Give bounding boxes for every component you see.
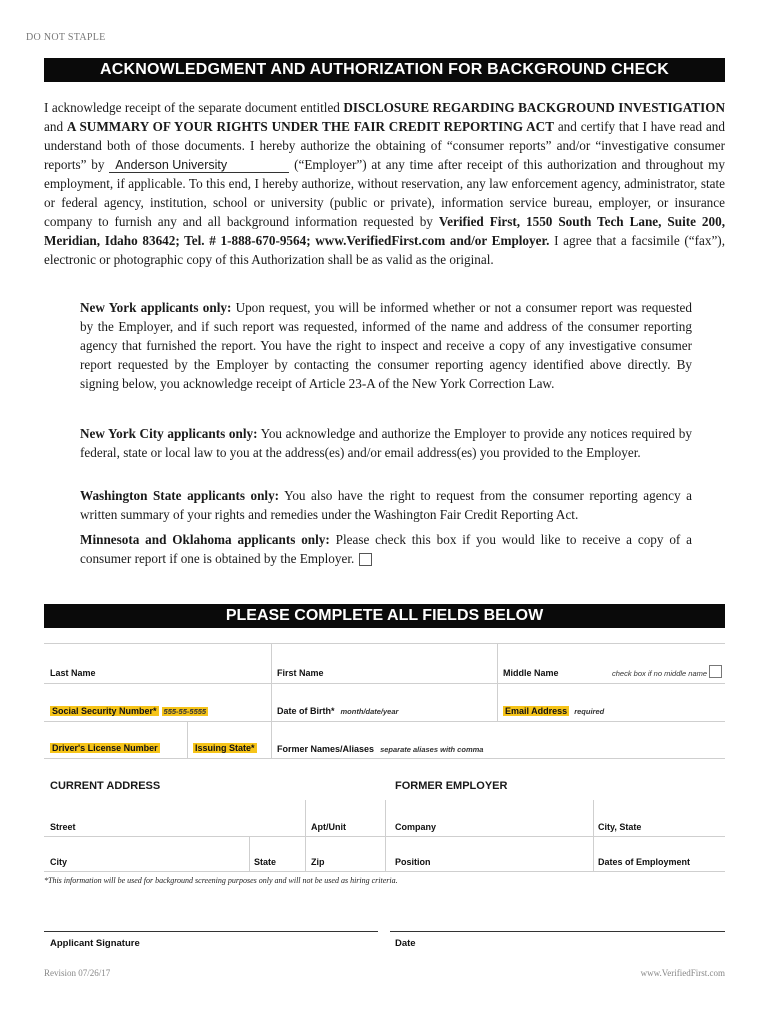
- no-middle-name-hint: check box if no middle name: [612, 669, 708, 678]
- form-divider: [305, 800, 306, 871]
- section-title-complete-fields: PLEASE COMPLETE ALL FIELDS BELOW: [44, 604, 725, 628]
- form-rule: [44, 871, 725, 872]
- intro-paragraph: I acknowledge receipt of the separate document entitled DISCLOSURE REGARDING BACKGROUND INVESTIGATION and A SUMMARY OF YOUR RIGHTS UNDER THE FAIR CREDIT REPORTING ACT and certify that I have read and understand both of those documents. I hereby authorize the obtaining of “consumer reports” and/or “investigative consumer reports” by Anderson University (“Employer”) at any time after receipt of this authorization and throughout my employment, if applicable. To this end, I hereby authorize, without reservation, any law enforcement agency, administrator, state or federal agency, institution, school or university (public or private), information service bureau, employer, or insurance company to furnish any and all background information requested by Verified First, 1550 South Tech Lane, Suite 200, Meridian, Idaho 83642; Tel. # 1-888-670-9564; www.VerifiedFirst.com and/or Employer. I agree that a facsimile (“fax”), electronic or photographic copy of this Authorization shall be as valid as the original.: [44, 100, 726, 267]
- disclaimer-text: *This information will be used for background screening purposes only and will not be used as hiring criteria.: [44, 876, 398, 885]
- dob-field[interactable]: Date of Birth* month/date/year: [277, 706, 399, 716]
- form-divider: [593, 800, 594, 871]
- employer-name-field[interactable]: Anderson University: [109, 158, 289, 173]
- form-rule: [44, 758, 725, 759]
- date-line: [390, 931, 725, 932]
- company-field[interactable]: Company: [395, 822, 437, 832]
- form-divider: [271, 643, 272, 758]
- first-name-field[interactable]: First Name: [277, 668, 324, 678]
- date-field[interactable]: Date: [395, 938, 416, 949]
- nyc-paragraph: New York City applicants only: You acknowledge and authorize the Employer to provide any notices required by federal, state or local law to you at the address(es) and/or email address(es) you provided to the Employer.: [80, 426, 692, 460]
- form-rule: [44, 643, 725, 644]
- position-field[interactable]: Position: [395, 857, 431, 867]
- mn-ok-paragraph: Minnesota and Oklahoma applicants only: Please check this box if you would like to receive a copy of a consumer report if one is obtained by the Employer.: [80, 532, 693, 566]
- middle-name-field[interactable]: Middle Name: [503, 668, 559, 678]
- street-field[interactable]: Street: [50, 822, 76, 832]
- city-field[interactable]: City: [50, 857, 68, 867]
- revision-text: Revision 07/26/17: [44, 968, 111, 978]
- current-address-heading: CURRENT ADDRESS: [50, 780, 161, 792]
- drivers-license-field[interactable]: Driver's License Number: [52, 743, 158, 753]
- applicant-signature-field[interactable]: Applicant Signature: [50, 938, 140, 949]
- wa-paragraph: Washington State applicants only: You also have the right to request from the consumer reporting agency a written summary of your rights and remedies under the Washington Fair Credit Reporting Act.: [80, 488, 692, 522]
- signature-line: [44, 931, 378, 932]
- ssn-field[interactable]: Social Security Number* 555-55-5555: [52, 706, 207, 716]
- former-employer-heading: FORMER EMPLOYER: [395, 780, 508, 792]
- city-state-field[interactable]: City, State: [598, 822, 642, 832]
- no-middle-name-checkbox[interactable]: [709, 665, 722, 678]
- email-field[interactable]: Email Address required: [505, 706, 605, 716]
- do-not-staple-note: DO NOT STAPLE: [26, 32, 106, 43]
- ny-paragraph: New York applicants only: Upon request, you will be informed whether or not a consumer report was requested by the Employer, and if such report was requested, informed of the name and address of the consumer reporting agency that furnished the report. You have the right to inspect and receive a copy of any investigative consumer report requested by the Employer by contacting the consumer reporting agency identified above directly. By signing below, you acknowledge receipt of Article 23-A of the New York Correction Law.: [80, 300, 692, 391]
- zip-field[interactable]: Zip: [311, 857, 325, 867]
- form-divider: [187, 721, 188, 758]
- form-divider: [385, 800, 386, 871]
- consumer-report-copy-checkbox[interactable]: [359, 553, 372, 566]
- website-text: www.VerifiedFirst.com: [640, 968, 725, 978]
- form-rule: [44, 683, 725, 684]
- dates-of-employment-field[interactable]: Dates of Employment: [598, 857, 691, 867]
- apt-unit-field[interactable]: Apt/Unit: [311, 822, 346, 832]
- former-names-field[interactable]: Former Names/Aliases separate aliases with comma: [277, 744, 484, 754]
- form-divider: [497, 643, 498, 721]
- form-divider: [249, 836, 250, 871]
- form-title: ACKNOWLEDGMENT AND AUTHORIZATION FOR BACKGROUND CHECK: [44, 58, 725, 82]
- state-field[interactable]: State: [254, 857, 277, 867]
- last-name-field[interactable]: Last Name: [50, 668, 96, 678]
- form-rule: [44, 721, 725, 722]
- issuing-state-field[interactable]: Issuing State*: [195, 743, 255, 753]
